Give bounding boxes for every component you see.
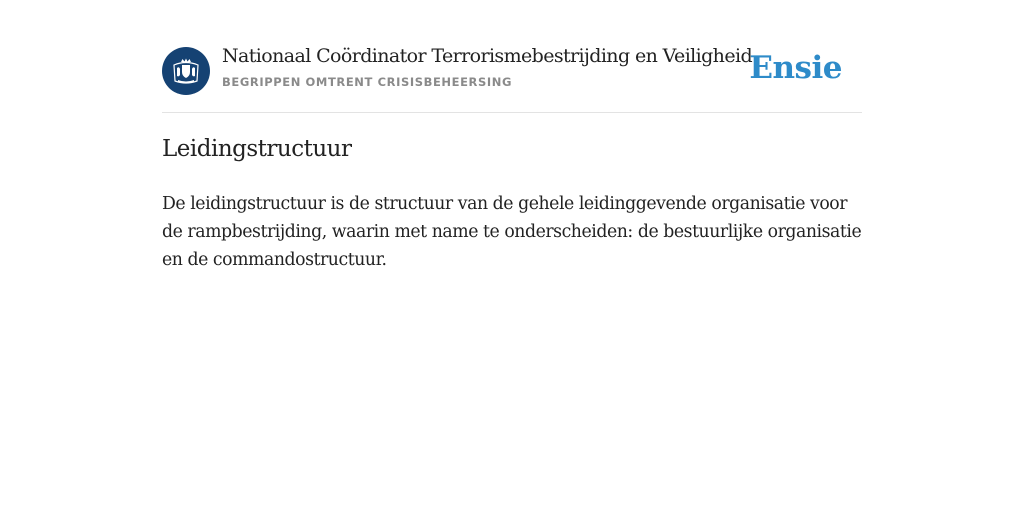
royal-coat-of-arms-icon[interactable] bbox=[162, 47, 210, 95]
site-header bbox=[162, 0, 862, 113]
organization-title[interactable]: Nationaal Coördinator Terrorismebestrijding en Veiligheid bbox=[222, 45, 753, 67]
content-container bbox=[162, 0, 862, 270]
term-definition: De leidingstructuur is de structuur van de gehele leidinggevende organisatie voor de rampbestrijding, waarin met name te onderscheiden: de bestuurlijke organisatie en de commandostructuur. bbox=[162, 194, 862, 270]
ensie-logo-link[interactable]: Ensie bbox=[749, 50, 842, 86]
term-title: Leidingstructuur bbox=[162, 136, 352, 162]
organization-subtitle: BEGRIPPEN OMTRENT CRISISBEHEERSING bbox=[222, 75, 513, 89]
